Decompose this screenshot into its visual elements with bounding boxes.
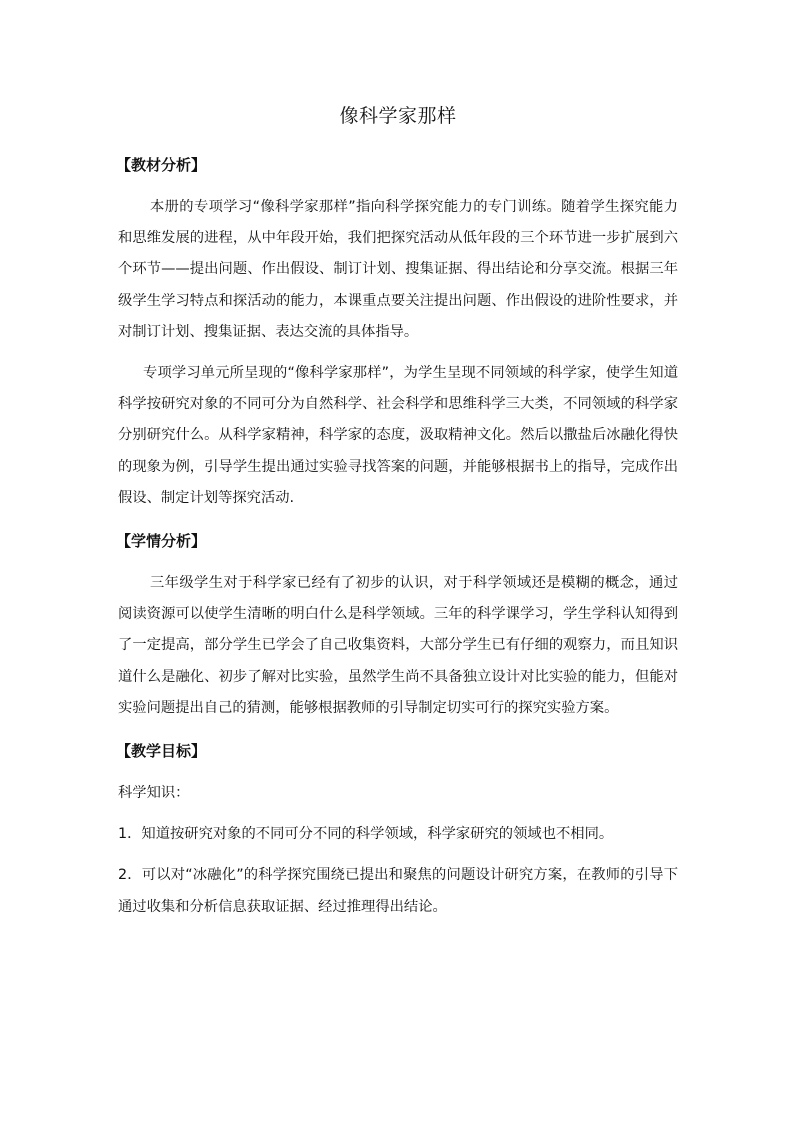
goals-item-2: 2．可以对“冰融化”的科学探究围绕已提出和聚焦的问题设计研究方案，在教师的引导下通过收集和分析信息获取证据、经过推理得出结论。	[118, 867, 678, 915]
goals-item-1: 1．知道按研究对象的不同可分不同的科学领域，科学家研究的领域也不相同。	[118, 826, 614, 843]
goals-subheading-science-knowledge: 科学知识：	[118, 785, 190, 802]
section-heading-textbook-analysis: 【教材分析】	[116, 156, 207, 174]
textbook-analysis-paragraph-2: 专项学习单元所呈现的“像科学家那样”，为学生呈现不同领域的科学家，使学生知道科学按研究对象的不同可分为自然科学、社会科学和思维科学三大类，不同领域的科学家分别研究什么。从科学家精神，科学家的态度，汲取精神文化。然后以撒盐后冰融化得快的现象为例，引导学生提出通过实验寻找答案的问题，并能够根据书上的指导，完成作出假设、制定计划等探究活动.	[118, 365, 678, 506]
document-page	[118, 92, 678, 933]
section-heading-teaching-goals: 【教学目标】	[116, 742, 207, 761]
learner-analysis-paragraph: 三年级学生对于科学家已经有了初步的认识，对于科学领域还是模糊的概念，通过阅读资源可以使学生清晰的明白什么是科学领域。三年的科学课学习，学生学科认知得到了一定提高，部分学生已学会了自己收集资料，大部分学生已有仔细的观察力，而且知识道什么是融化、初步了解对比实验，虽然学生尚不具备独立设计对比实验的能力，但能对实验问题提出自己的猜测，能够根据教师的引导制定切实可行的探究实验方案。	[118, 575, 678, 716]
textbook-analysis-paragraph-1: 本册的专项学习“像科学家那样”指向科学探究能力的专门训练。随着学生探究能力和思维发展的进程，从中年段开始，我们把探究活动从低年段的三个环节进一步扩展到六个环节——提出问题、作出假设、制订计划、搜集证据、得出结论和分享交流。根据三年级学生学习特点和探活动的能力，本课重点要关注提出问题、作出假设的进阶性要求，并对制订计划、搜集证据、表达交流的具体指导。	[118, 199, 678, 340]
document-title: 像科学家那样	[339, 105, 457, 127]
section-heading-learner-analysis: 【学情分析】	[116, 532, 207, 551]
